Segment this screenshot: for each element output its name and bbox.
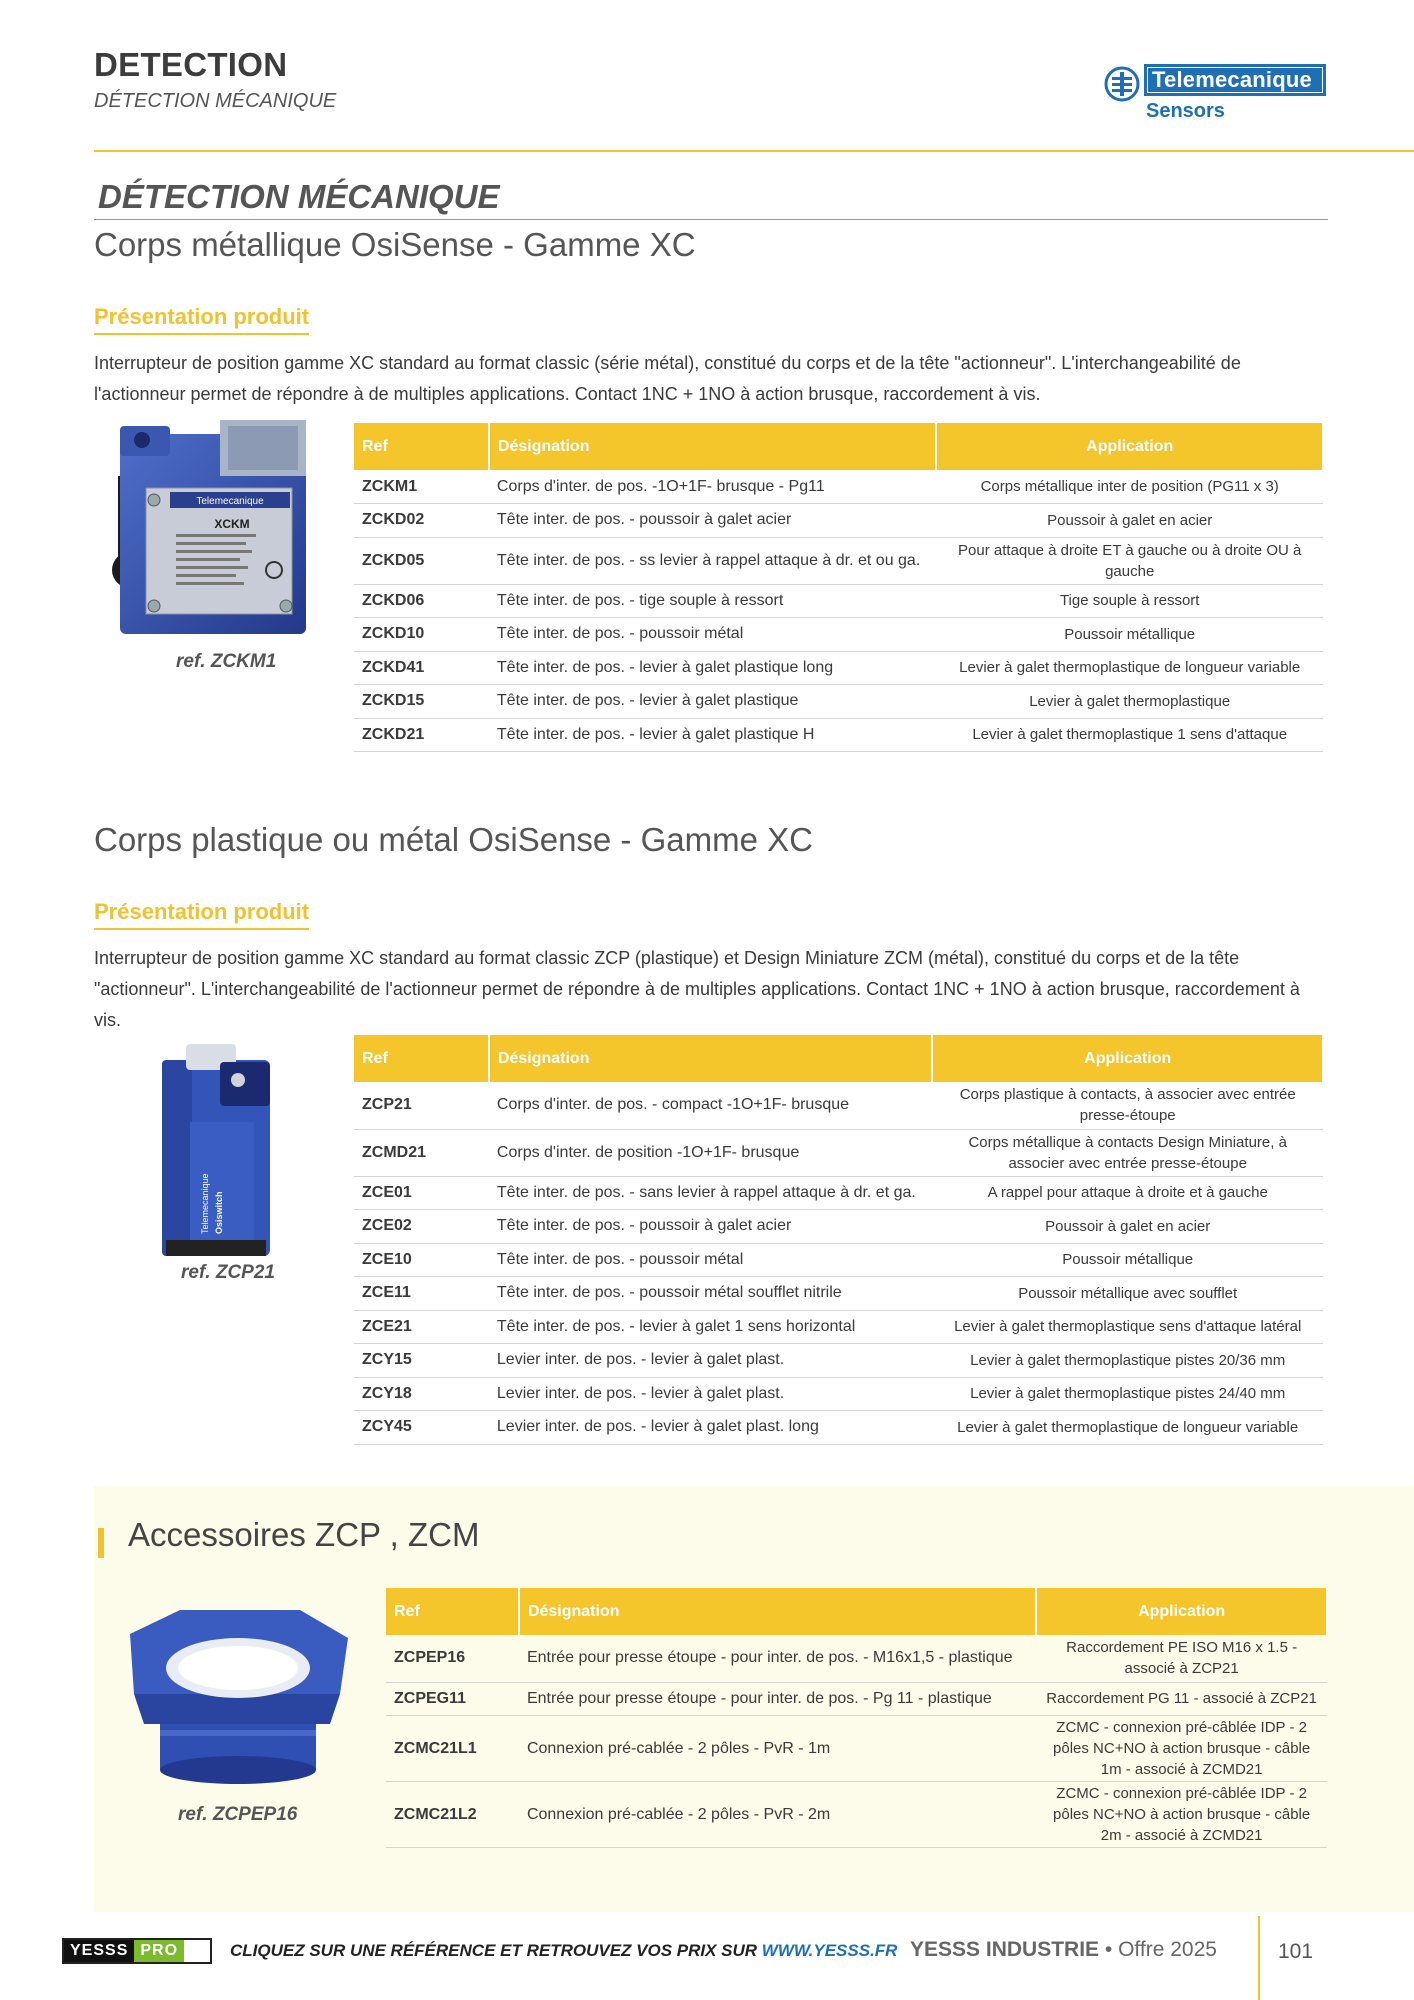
designation-cell: Tête inter. de pos. - levier à galet 1 sens horizontal <box>489 1310 932 1344</box>
table-row <box>354 1411 1323 1445</box>
section3-table <box>386 1588 1328 1848</box>
application-cell: Levier à galet thermoplastique sens d'attaque latéral <box>932 1310 1323 1344</box>
yesss-logo-text: YESSS <box>64 1940 134 1962</box>
application-cell: Levier à galet thermoplastique 1 sens d'attaque <box>936 718 1323 752</box>
footer-offer-separator: • <box>1099 1938 1119 1961</box>
designation-cell: Connexion pré-cablée - 2 pôles - PvR - 2m <box>519 1782 1036 1848</box>
brand-sub: Sensors <box>1146 100 1225 122</box>
designation-cell: Connexion pré-cablée - 2 pôles - PvR - 1m <box>519 1716 1036 1782</box>
table-row <box>386 1682 1327 1716</box>
table-header-row <box>354 423 1323 470</box>
application-cell: Corps métallique à contacts Design Miniature, à associer avec entrée presse-étoupe <box>932 1129 1323 1176</box>
application-cell: Levier à galet thermoplastique de longueur variable <box>936 651 1323 685</box>
table-row <box>354 537 1323 584</box>
footer-offer <box>910 1938 1217 1962</box>
application-cell: Raccordement PE ISO M16 x 1.5 - associé à ZCP21 <box>1036 1635 1327 1682</box>
col-application: Application <box>936 423 1323 470</box>
designation-cell: Entrée pour presse étoupe - pour inter. de pos. - M16x1,5 - plastique <box>519 1635 1036 1682</box>
page-number: 101 <box>1278 1940 1314 1963</box>
designation-cell: Tête inter. de pos. - ss levier à rappel attaque à dr. et ou ga. <box>489 537 936 584</box>
ref-link[interactable]: ZCPEP16 <box>386 1635 519 1682</box>
application-cell: Poussoir à galet en acier <box>936 504 1323 538</box>
table-row <box>354 651 1323 685</box>
zcp21-product-image <box>156 1044 276 1262</box>
col-designation: Désignation <box>489 423 936 470</box>
table-row <box>354 1377 1323 1411</box>
section1-pres-text: Interrupteur de position gamme XC standard au format classic (série métal), constitué du corps et de la tête "actionneur". L'interchangeabilité de l'actionneur permet de répondre à de multiples applications. Contact 1NC + 1NO à action brusque, raccordement à vis. <box>94 353 1241 404</box>
footer-divider <box>1258 1916 1260 2000</box>
designation-cell: Tête inter. de pos. - poussoir à galet acier <box>489 504 936 538</box>
section2-title: Corps plastique ou métal OsiSense - Gamme XC <box>94 821 813 858</box>
designation-cell: Tête inter. de pos. - levier à galet plastique <box>489 685 936 719</box>
col-designation: Désignation <box>489 1035 932 1082</box>
application-cell: ZCMC - connexion pré-câblée IDP - 2 pôles NC+NO à action brusque - câble 2m - associé à ZCMD21 <box>1036 1782 1327 1848</box>
table-row <box>354 1129 1323 1176</box>
footer-cta <box>230 1941 897 1961</box>
page-header <box>94 46 336 113</box>
telemecanique-logo-icon <box>1104 66 1140 102</box>
ref-link[interactable]: ZCE10 <box>354 1243 489 1277</box>
table-row <box>354 1176 1323 1210</box>
ref-link[interactable]: ZCP21 <box>354 1082 489 1129</box>
table-row <box>386 1716 1327 1782</box>
table-row <box>354 1344 1323 1378</box>
table-row <box>354 1210 1323 1244</box>
table-row <box>354 1082 1323 1129</box>
designation-cell: Corps d'inter. de pos. -1O+1F- brusque - Pg11 <box>489 470 936 504</box>
accessories-marker <box>98 1528 104 1558</box>
ref-link[interactable]: ZCE02 <box>354 1210 489 1244</box>
designation-cell: Tête inter. de pos. - levier à galet plastique long <box>489 651 936 685</box>
application-cell: Tige souple à ressort <box>936 584 1323 618</box>
table-header-row <box>386 1588 1327 1635</box>
table-row <box>386 1635 1327 1682</box>
application-cell: A rappel pour attaque à droite et à gauche <box>932 1176 1323 1210</box>
zckm1-image-brand-text: Telemecanique <box>196 496 264 507</box>
brand-logo <box>1104 62 1324 126</box>
table-row <box>354 584 1323 618</box>
main-title: DÉTECTION MÉCANIQUE <box>98 178 500 215</box>
application-cell: ZCMC - connexion pré-câblée IDP - 2 pôles NC+NO à action brusque - câble 1m - associé à ZCMD21 <box>1036 1716 1327 1782</box>
section1-pres-label: Présentation produit <box>94 304 309 335</box>
designation-cell: Tête inter. de pos. - sans levier à rappel attaque à dr. et ga. <box>489 1176 932 1210</box>
col-application: Application <box>932 1035 1323 1082</box>
ref-link[interactable]: ZCPEG11 <box>386 1682 519 1716</box>
designation-cell: Tête inter. de pos. - poussoir à galet acier <box>489 1210 932 1244</box>
application-cell: Poussoir à galet en acier <box>932 1210 1323 1244</box>
table-row <box>354 1277 1323 1311</box>
table-row <box>354 685 1323 719</box>
ref-link[interactable]: ZCKD05 <box>354 537 489 584</box>
table-row <box>354 1310 1323 1344</box>
designation-cell: Levier inter. de pos. - levier à galet plast. <box>489 1377 932 1411</box>
zckm1-image-model-text: XCKM <box>214 517 250 531</box>
zckm1-product-image <box>110 420 310 658</box>
ref-link[interactable]: ZCMD21 <box>354 1129 489 1176</box>
title-divider <box>94 219 1328 220</box>
ref-link[interactable]: ZCKM1 <box>354 470 489 504</box>
zcp21-image-brand-text: Telemecanique <box>200 1173 210 1234</box>
application-cell: Corps métallique inter de position (PG11 x 3) <box>936 470 1323 504</box>
col-ref: Ref <box>354 1035 489 1082</box>
section1-title: Corps métallique OsiSense - Gamme XC <box>94 226 696 263</box>
table-row <box>354 504 1323 538</box>
designation-cell: Levier inter. de pos. - levier à galet plast. <box>489 1344 932 1378</box>
application-cell: Levier à galet thermoplastique de longueur variable <box>932 1411 1323 1445</box>
designation-cell: Levier inter. de pos. - levier à galet plast. long <box>489 1411 932 1445</box>
designation-cell: Tête inter. de pos. - poussoir métal soufflet nitrile <box>489 1277 932 1311</box>
ref-link[interactable]: ZCKD15 <box>354 685 489 719</box>
application-cell: Poussoir métallique avec soufflet <box>932 1277 1323 1311</box>
yesss-pro-logo <box>62 1938 212 1964</box>
application-cell: Raccordement PG 11 - associé à ZCP21 <box>1036 1682 1327 1716</box>
designation-cell: Tête inter. de pos. - poussoir métal <box>489 1243 932 1277</box>
footer-offer-text: Offre 2025 <box>1118 1938 1217 1961</box>
ref-link[interactable]: ZCKD10 <box>354 618 489 652</box>
ref-link[interactable]: ZCMC21L1 <box>386 1716 519 1782</box>
designation-cell: Entrée pour presse étoupe - pour inter. de pos. - Pg 11 - plastique <box>519 1682 1036 1716</box>
ref-link[interactable]: ZCE11 <box>354 1277 489 1311</box>
ref-link[interactable]: ZCY18 <box>354 1377 489 1411</box>
ref-link[interactable]: ZCE01 <box>354 1176 489 1210</box>
ref-link[interactable]: ZCKD21 <box>354 718 489 752</box>
section2-pres-label: Présentation produit <box>94 899 309 930</box>
header-divider <box>94 150 1414 152</box>
ref-link[interactable]: ZCKD02 <box>354 504 489 538</box>
application-cell: Pour attaque à droite ET à gauche ou à droite OU à gauche <box>936 537 1323 584</box>
table-row <box>354 1243 1323 1277</box>
col-application: Application <box>1036 1588 1327 1635</box>
footer-url-link[interactable]: WWW.YESSS.FR <box>761 1941 898 1960</box>
zcp21-image-model-text: Osiswitch <box>214 1191 224 1234</box>
section2-pres-text: Interrupteur de position gamme XC standard au format classic ZCP (plastique) et Design Miniature ZCM (métal), constitué du corps et de la tête "actionneur". L'interchangeabilité de l'actionneur permet de répondre à de multiples applications. Contact 1NC + 1NO à action brusque, raccordement à vis. <box>94 948 1300 1030</box>
section1-caption: ref. ZCKM1 <box>176 651 277 672</box>
table-row <box>354 718 1323 752</box>
designation-cell: Tête inter. de pos. - poussoir métal <box>489 618 936 652</box>
designation-cell: Corps d'inter. de position -1O+1F- brusque <box>489 1129 932 1176</box>
col-designation: Désignation <box>519 1588 1036 1635</box>
footer-offer-brand: YESSS INDUSTRIE <box>910 1938 1100 1961</box>
designation-cell: Corps d'inter. de pos. - compact -1O+1F- brusque <box>489 1082 932 1129</box>
application-cell: Corps plastique à contacts, à associer avec entrée presse-étoupe <box>932 1082 1323 1129</box>
ref-link[interactable]: ZCKD06 <box>354 584 489 618</box>
section1-table <box>354 423 1324 752</box>
application-cell: Levier à galet thermoplastique pistes 20/36 mm <box>932 1344 1323 1378</box>
table-row <box>354 618 1323 652</box>
ref-link[interactable]: ZCY45 <box>354 1411 489 1445</box>
col-ref: Ref <box>386 1588 519 1635</box>
ref-link[interactable]: ZCY15 <box>354 1344 489 1378</box>
designation-cell: Tête inter. de pos. - levier à galet plastique H <box>489 718 936 752</box>
section3-title: Accessoires ZCP , ZCM <box>128 1516 480 1553</box>
application-cell: Poussoir métallique <box>932 1243 1323 1277</box>
ref-link[interactable]: ZCMC21L2 <box>386 1782 519 1848</box>
application-cell: Levier à galet thermoplastique pistes 24/40 mm <box>932 1377 1323 1411</box>
pro-logo-text: PRO <box>134 1940 184 1962</box>
col-ref: Ref <box>354 423 489 470</box>
application-cell: Poussoir métallique <box>936 618 1323 652</box>
ref-link[interactable]: ZCKD41 <box>354 651 489 685</box>
section2-table <box>354 1035 1324 1445</box>
zcpep16-product-image <box>120 1604 356 1790</box>
table-row <box>354 470 1323 504</box>
brand-name: Telemecanique <box>1144 64 1326 96</box>
table-row <box>386 1782 1327 1848</box>
subsection-heading: DÉTECTION MÉCANIQUE <box>94 90 337 112</box>
application-cell: Levier à galet thermoplastique <box>936 685 1323 719</box>
table-header-row <box>354 1035 1323 1082</box>
designation-cell: Tête inter. de pos. - tige souple à ressort <box>489 584 936 618</box>
section2-caption: ref. ZCP21 <box>181 1262 275 1283</box>
section-heading: DETECTION <box>94 46 288 83</box>
footer-cta-text: CLIQUEZ SUR UNE RÉFÉRENCE ET RETROUVEZ VOS PRIX SUR <box>230 1941 762 1960</box>
section3-caption: ref. ZCPEP16 <box>178 1804 298 1825</box>
ref-link[interactable]: ZCE21 <box>354 1310 489 1344</box>
